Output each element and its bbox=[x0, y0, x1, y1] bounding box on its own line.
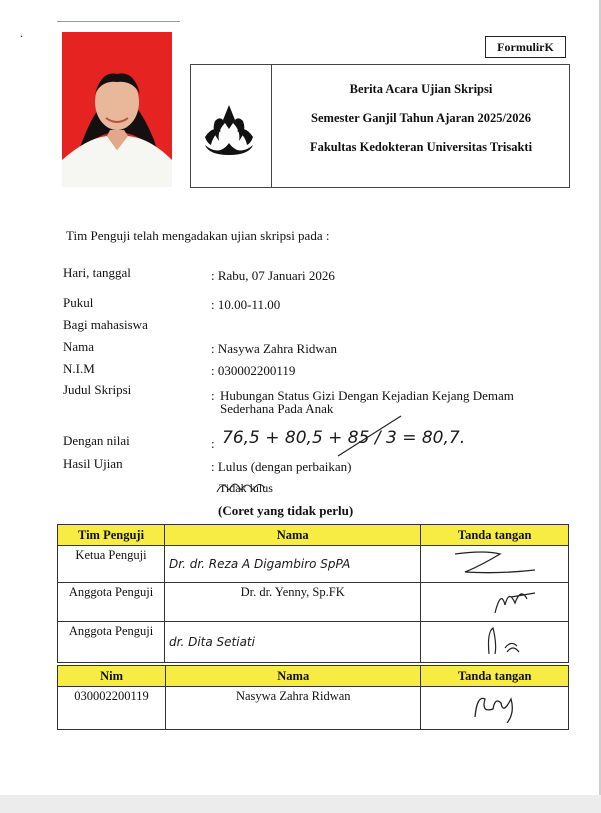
form-code-box: FormulirK bbox=[485, 36, 566, 58]
signature-icon bbox=[445, 548, 545, 576]
student-name: Nasywa Zahra Ridwan bbox=[166, 687, 421, 730]
trisakti-logo-icon bbox=[191, 65, 271, 187]
strike-instruction: (Coret yang tidak perlu) bbox=[218, 503, 354, 518]
student-photo bbox=[62, 32, 172, 187]
date-value: : Rabu, 07 Januari 2026 bbox=[211, 268, 335, 283]
student-nim: 030002200119 bbox=[58, 687, 166, 730]
signature-cell bbox=[421, 546, 569, 583]
date-label: Hari, tanggal bbox=[63, 265, 131, 280]
time-value: : 10.00-11.00 bbox=[211, 297, 281, 312]
examiner-name: Dr. dr. Yenny, Sp.FK bbox=[165, 583, 421, 622]
col-header-role: Tim Penguji bbox=[58, 525, 165, 546]
nim-value: : 030002200119 bbox=[211, 363, 296, 378]
examiner-role: Anggota Penguji bbox=[58, 583, 165, 622]
examiner-table bbox=[57, 524, 569, 663]
col-header-signature: Tanda tangan bbox=[421, 666, 569, 687]
student-table bbox=[57, 665, 569, 730]
student-section-label: Bagi mahasiswa bbox=[63, 317, 148, 332]
score-label: Dengan nilai bbox=[63, 433, 130, 448]
signature-cell bbox=[421, 622, 569, 663]
page-bottom-edge bbox=[0, 795, 601, 813]
examiner-name: Dr. dr. Reza A Digambiro SpPA bbox=[165, 546, 421, 583]
signature-cell bbox=[421, 687, 569, 730]
thesis-title-label: Judul Skripsi bbox=[63, 382, 132, 397]
col-header-name: Nama bbox=[165, 525, 421, 546]
thesis-title-line1: Hubungan Status Gizi Dengan Kejadian Kejang Demam bbox=[220, 388, 514, 403]
examiner-role: Ketua Penguji bbox=[58, 546, 165, 583]
university-logo bbox=[191, 65, 272, 187]
result-label: Hasil Ujian bbox=[63, 456, 123, 471]
score-slash bbox=[335, 413, 405, 458]
table-row bbox=[58, 583, 569, 622]
signature-icon bbox=[445, 624, 545, 656]
document-header bbox=[190, 64, 570, 188]
result-value: : Lulus (dengan perbaikan) bbox=[211, 459, 352, 474]
header-faculty: Fakultas Kedokteran Universitas Trisakti bbox=[309, 140, 533, 154]
time-label: Pukul bbox=[63, 295, 94, 310]
examiner-role: Anggota Penguji bbox=[58, 622, 165, 663]
table-row bbox=[58, 687, 569, 730]
score-colon: : bbox=[211, 436, 215, 451]
nim-label: N.I.M bbox=[63, 361, 95, 376]
table-row bbox=[58, 546, 569, 583]
col-header-name: Nama bbox=[166, 666, 421, 687]
header-semester: Semester Ganjil Tahun Ajaran 2025/2026 bbox=[311, 111, 531, 125]
result-not-passed: Tidak lulus bbox=[219, 481, 273, 495]
col-header-signature: Tanda tangan bbox=[421, 525, 569, 546]
signature-icon bbox=[445, 689, 545, 723]
name-value: : Nasywa Zahra Ridwan bbox=[211, 341, 337, 356]
header-title: Berita Acara Ujian Skripsi bbox=[349, 82, 493, 96]
score-handwritten: 76,5 + 80,5 + 85 / 3 = 80,7. bbox=[222, 428, 466, 448]
strikethrough-scribble bbox=[215, 476, 277, 498]
mark-dot: . bbox=[20, 26, 23, 40]
examiner-name: dr. Dita Setiati bbox=[165, 622, 421, 663]
signature-icon bbox=[445, 585, 545, 615]
thesis-title-line2: Sederhana Pada Anak bbox=[220, 401, 334, 416]
table-row bbox=[58, 622, 569, 663]
thesis-title-colon: : bbox=[211, 388, 215, 403]
signature-cell bbox=[421, 583, 569, 622]
col-header-nim: Nim bbox=[58, 666, 166, 687]
top-rule bbox=[57, 21, 180, 22]
name-label: Nama bbox=[63, 339, 95, 354]
intro-text: Tim Penguji telah mengadakan ujian skripsi pada : bbox=[66, 228, 330, 243]
